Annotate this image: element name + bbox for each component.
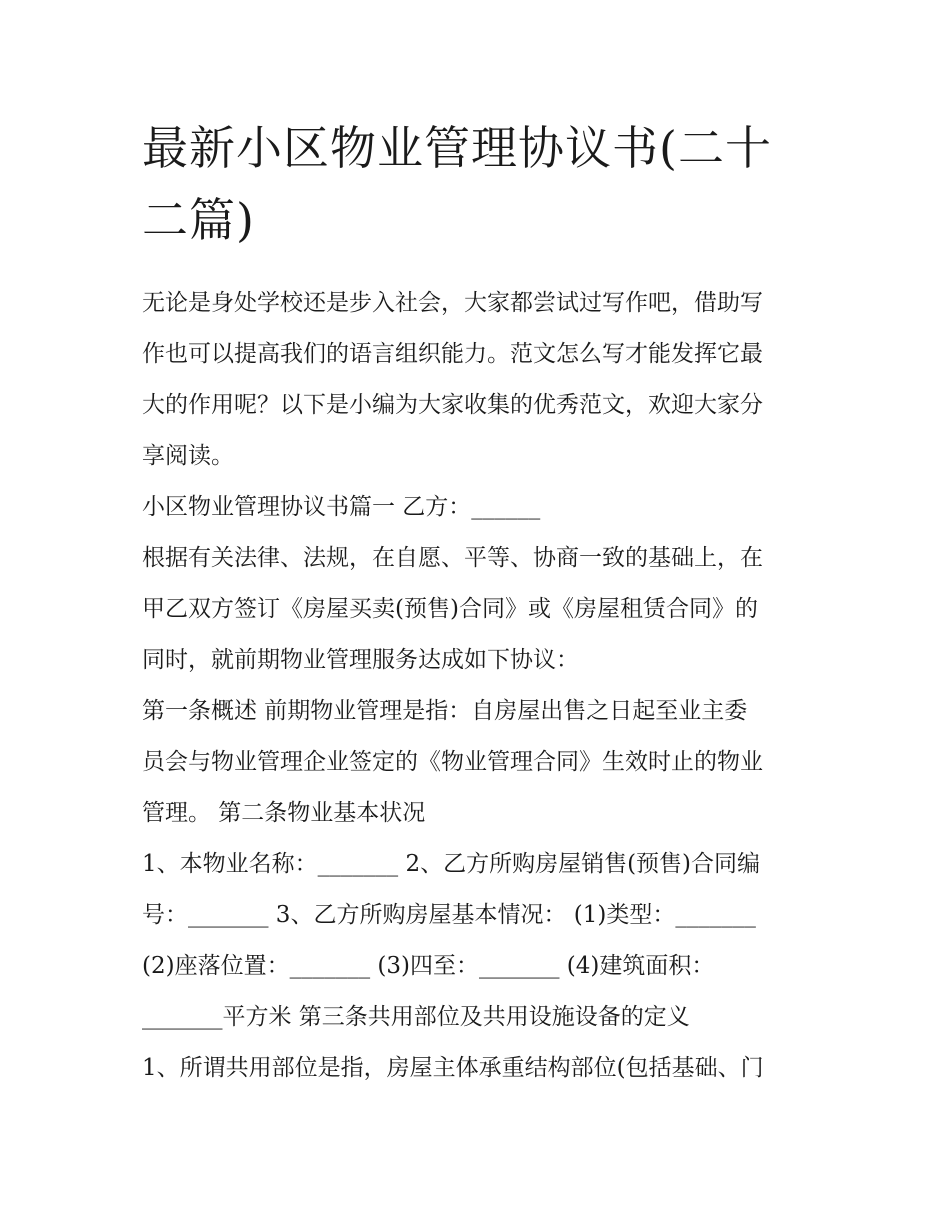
- text-line: 管理。 第二条物业基本状况: [142, 800, 426, 826]
- text-line: 享阅读。: [142, 443, 234, 469]
- text-line: 小区物业管理协议书篇一 乙方：______: [142, 494, 541, 520]
- intro-paragraph: [142, 278, 814, 482]
- document-page: [142, 112, 814, 1094]
- title-line: 最新小区物业管理协议书(二十: [142, 121, 772, 175]
- text-line: 大的作用呢？以下是小编为大家收集的优秀范文，欢迎大家分: [142, 392, 763, 418]
- text-line: 1、所谓共用部位是指，房屋主体承重结构部位(包括基础、门: [142, 1055, 764, 1081]
- article-one-paragraph: [142, 686, 814, 839]
- text-line: 员会与物业管理企业签定的《物业管理合同》生效时止的物业: [142, 749, 763, 775]
- section-heading-paragraph: [142, 482, 814, 533]
- text-line: (2)座落位置：_______ (3)四至：_______ (4)建筑面积：: [142, 953, 715, 979]
- document-title: [142, 112, 814, 256]
- text-line: 根据有关法律、法规，在自愿、平等、协商一致的基础上，在: [142, 545, 763, 571]
- property-info-paragraph: [142, 839, 814, 1043]
- text-line: 同时，就前期物业管理服务达成如下协议：: [142, 647, 579, 673]
- title-line: 二篇): [142, 193, 255, 247]
- text-line: _______平方米 第三条共用部位及共用设施设备的定义: [142, 1004, 690, 1030]
- common-parts-paragraph: [142, 1043, 814, 1094]
- text-line: 作也可以提高我们的语言组织能力。范文怎么写才能发挥它最: [142, 341, 763, 367]
- text-line: 1、本物业名称：_______ 2、乙方所购房屋销售(预售)合同编: [142, 851, 761, 877]
- text-line: 无论是身处学校还是步入社会，大家都尝试过写作吧，借助写: [142, 290, 763, 316]
- preamble-paragraph: [142, 533, 814, 686]
- text-line: 第一条概述 前期物业管理是指：自房屋出售之日起至业主委: [142, 698, 748, 724]
- text-line: 号：_______ 3、乙方所购房屋基本情况： (1)类型：_______: [142, 902, 756, 928]
- text-line: 甲乙双方签订《房屋买卖(预售)合同》或《房屋租赁合同》的: [142, 596, 758, 622]
